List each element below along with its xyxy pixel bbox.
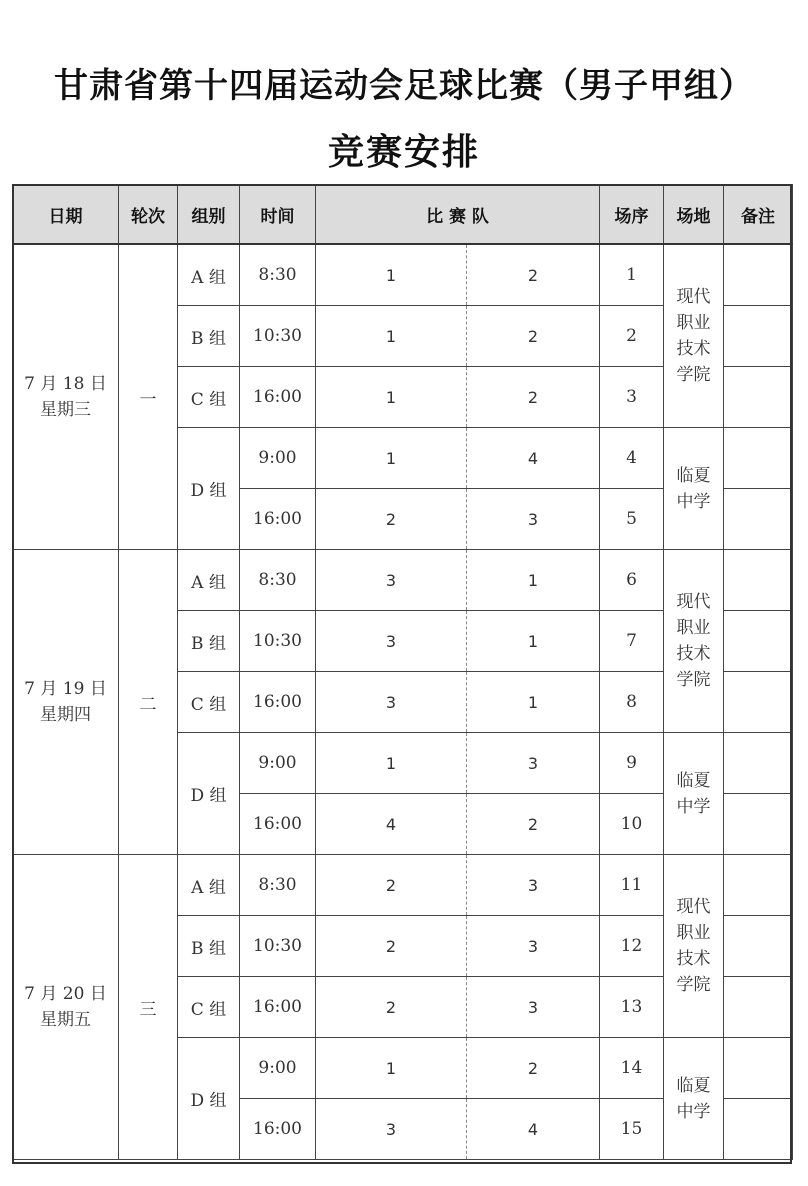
time-cell: 16:00 [240, 794, 316, 855]
team2-cell: 4 [467, 1099, 600, 1160]
table-row [13, 550, 793, 611]
remark-cell [724, 916, 793, 977]
time-cell: 8:30 [240, 244, 316, 306]
match-no-cell: 12 [600, 916, 664, 977]
team1-cell: 1 [316, 733, 467, 794]
remark-cell [724, 733, 793, 794]
match-no-cell: 6 [600, 550, 664, 611]
round-cell: 三 [119, 855, 178, 1160]
time-cell: 10:30 [240, 611, 316, 672]
team1-cell: 1 [316, 367, 467, 428]
venue-text: 中学 [676, 1101, 711, 1122]
group-cell: A 组 [178, 855, 240, 916]
remark-cell [724, 1038, 793, 1099]
venue-text: 现代 [676, 592, 711, 612]
date-cell [13, 244, 119, 550]
team2-cell: 2 [467, 367, 600, 428]
venue-cell [664, 855, 724, 1038]
team2-cell: 1 [467, 672, 600, 733]
date-cell [13, 855, 119, 1160]
weekday-text: 星期四 [40, 705, 91, 725]
team2-cell: 2 [467, 1038, 600, 1099]
venue-text: 技术 [676, 644, 711, 664]
venue-text: 学院 [676, 365, 711, 385]
match-no-cell: 8 [600, 672, 664, 733]
match-no-cell: 9 [600, 733, 664, 794]
date-text: 7 月 19 日 [24, 679, 107, 699]
remark-cell [724, 977, 793, 1038]
group-cell: B 组 [178, 306, 240, 367]
match-no-cell: 2 [600, 306, 664, 367]
time-cell: 16:00 [240, 1099, 316, 1160]
remark-cell [724, 611, 793, 672]
match-no-cell: 11 [600, 855, 664, 916]
match-no-cell: 1 [600, 244, 664, 306]
header-round: 轮次 [119, 185, 178, 245]
remark-cell [724, 489, 793, 550]
team1-cell: 3 [316, 672, 467, 733]
venue-text: 职业 [676, 313, 711, 333]
team2-cell: 2 [467, 794, 600, 855]
match-no-cell: 13 [600, 977, 664, 1038]
time-cell: 8:30 [240, 855, 316, 916]
team2-cell: 3 [467, 916, 600, 977]
group-cell: D 组 [178, 1038, 240, 1160]
time-cell: 9:00 [240, 733, 316, 794]
remark-cell [724, 672, 793, 733]
team2-cell: 3 [467, 855, 600, 916]
team2-cell: 1 [467, 611, 600, 672]
match-no-cell: 3 [600, 367, 664, 428]
header-remark: 备注 [724, 185, 793, 245]
group-cell: D 组 [178, 733, 240, 855]
header-time: 时间 [240, 185, 316, 245]
team2-cell: 2 [467, 244, 600, 306]
team1-cell: 1 [316, 306, 467, 367]
page-title: 甘肃省第十四届运动会足球比赛（男子甲组） [54, 66, 754, 106]
header-match-no: 场序 [600, 185, 664, 245]
time-cell: 9:00 [240, 1038, 316, 1099]
venue-text: 现代 [676, 287, 711, 307]
match-no-cell: 4 [600, 428, 664, 489]
date-text: 7 月 18 日 [24, 374, 107, 394]
weekday-text: 星期五 [40, 1010, 91, 1030]
date-cell [13, 550, 119, 855]
page-subtitle: 竞赛安排 [327, 132, 480, 173]
team1-cell: 1 [316, 428, 467, 489]
venue-text: 技术 [676, 949, 711, 969]
time-cell: 16:00 [240, 977, 316, 1038]
team1-cell: 2 [316, 489, 467, 550]
team1-cell: 1 [316, 1038, 467, 1099]
team1-cell: 2 [316, 977, 467, 1038]
match-no-cell: 7 [600, 611, 664, 672]
group-cell: C 组 [178, 977, 240, 1038]
remark-cell [724, 244, 793, 306]
remark-cell [724, 794, 793, 855]
round-cell: 二 [119, 550, 178, 855]
time-cell: 8:30 [240, 550, 316, 611]
team1-cell: 2 [316, 855, 467, 916]
venue-text: 职业 [676, 618, 711, 638]
time-cell: 16:00 [240, 367, 316, 428]
team2-cell: 3 [467, 489, 600, 550]
venue-text: 学院 [676, 670, 711, 690]
venue-text: 中学 [676, 796, 711, 817]
team1-cell: 1 [316, 244, 467, 306]
venue-text: 职业 [676, 923, 711, 943]
remark-cell [724, 367, 793, 428]
remark-cell [724, 550, 793, 611]
header-date: 日期 [13, 185, 119, 245]
venue-text: 学院 [676, 975, 711, 995]
venue-text: 临夏 [676, 770, 711, 791]
schedule-table [12, 184, 793, 1160]
remark-cell [724, 428, 793, 489]
weekday-text: 星期三 [40, 400, 91, 420]
venue-cell [664, 733, 724, 855]
team1-cell: 3 [316, 1099, 467, 1160]
group-cell: B 组 [178, 611, 240, 672]
team1-cell: 3 [316, 611, 467, 672]
group-cell: A 组 [178, 244, 240, 306]
group-cell: A 组 [178, 550, 240, 611]
venue-text: 现代 [676, 897, 711, 917]
team2-cell: 1 [467, 550, 600, 611]
venue-text: 临夏 [676, 465, 711, 486]
venue-text: 中学 [676, 491, 711, 512]
venue-cell [664, 428, 724, 550]
group-cell: C 组 [178, 672, 240, 733]
date-text: 7 月 20 日 [24, 984, 107, 1004]
time-cell: 16:00 [240, 489, 316, 550]
team1-cell: 4 [316, 794, 467, 855]
header-venue: 场地 [664, 185, 724, 245]
match-no-cell: 14 [600, 1038, 664, 1099]
header-row [13, 185, 793, 245]
match-no-cell: 15 [600, 1099, 664, 1160]
time-cell: 10:30 [240, 916, 316, 977]
venue-text: 临夏 [676, 1075, 711, 1096]
remark-cell [724, 855, 793, 916]
venue-cell [664, 244, 724, 428]
group-cell: C 组 [178, 367, 240, 428]
group-cell: D 组 [178, 428, 240, 550]
venue-cell [664, 550, 724, 733]
match-no-cell: 5 [600, 489, 664, 550]
team2-cell: 4 [467, 428, 600, 489]
match-no-cell: 10 [600, 794, 664, 855]
round-cell: 一 [119, 244, 178, 550]
group-cell: B 组 [178, 916, 240, 977]
venue-cell [664, 1038, 724, 1160]
team2-cell: 3 [467, 977, 600, 1038]
table-row [13, 244, 793, 306]
time-cell: 9:00 [240, 428, 316, 489]
time-cell: 10:30 [240, 306, 316, 367]
time-cell: 16:00 [240, 672, 316, 733]
team1-cell: 3 [316, 550, 467, 611]
header-teams: 比 赛 队 [316, 185, 600, 245]
team2-cell: 2 [467, 306, 600, 367]
table-row [13, 855, 793, 916]
header-group: 组别 [178, 185, 240, 245]
team2-cell: 3 [467, 733, 600, 794]
venue-text: 技术 [676, 339, 711, 359]
team1-cell: 2 [316, 916, 467, 977]
remark-cell [724, 306, 793, 367]
remark-cell [724, 1099, 793, 1160]
